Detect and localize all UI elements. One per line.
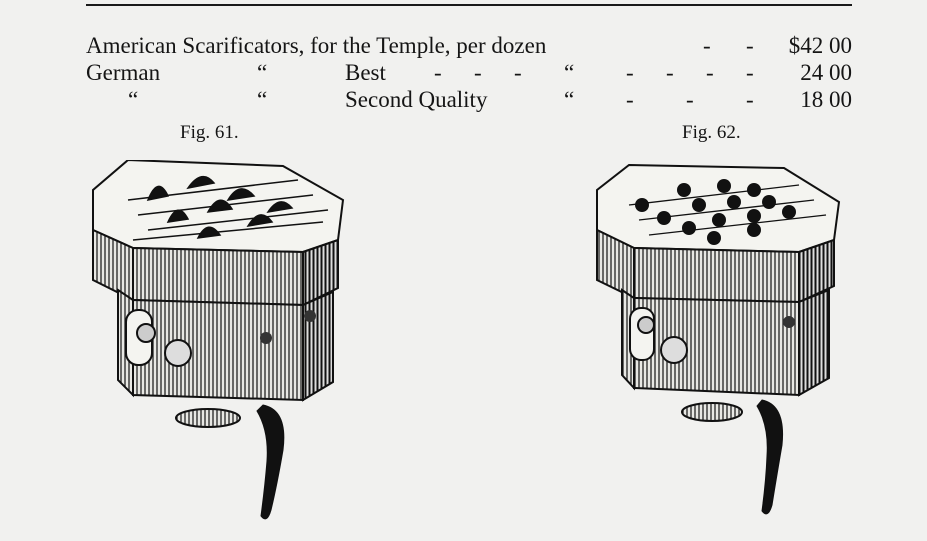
- scarificator-studs-illustration: [594, 160, 844, 530]
- ditto-mark: “: [257, 87, 268, 112]
- price-row-german-second: [86, 86, 852, 113]
- item-name: German: [86, 60, 161, 85]
- ditto-mark: “: [564, 60, 575, 85]
- leader-dash: -: [514, 60, 522, 85]
- leader-dash: -: [686, 87, 694, 112]
- leader-dash: -: [703, 33, 711, 58]
- ditto-mark: “: [128, 87, 139, 112]
- item-grade: Second Quality: [345, 87, 488, 112]
- ditto-mark: “: [257, 60, 268, 85]
- item-price: 18 00: [800, 87, 852, 112]
- price-row-american: [86, 32, 852, 59]
- leader-dash: -: [626, 60, 634, 85]
- leader-dash: -: [746, 87, 754, 112]
- leader-dash: -: [626, 87, 634, 112]
- item-price: 24 00: [800, 60, 852, 85]
- leader-dash: -: [746, 60, 754, 85]
- figure-62-caption: Fig. 62.: [682, 122, 741, 143]
- item-grade: Best: [345, 60, 386, 85]
- top-rule: [86, 4, 852, 6]
- price-row-german-best: [86, 59, 852, 86]
- item-price: $42 00: [788, 33, 852, 58]
- price-list: [86, 32, 852, 113]
- leader-dash: -: [474, 60, 482, 85]
- leader-dash: -: [746, 33, 754, 58]
- leader-dash: -: [706, 60, 714, 85]
- leader-dash: -: [434, 60, 442, 85]
- leader-dash: -: [666, 60, 674, 85]
- item-name: American Scarificators, for the Temple, per dozen: [86, 33, 547, 58]
- scarificator-blades-illustration: [88, 160, 350, 530]
- ditto-mark: “: [564, 87, 575, 112]
- figure-61-caption: Fig. 61.: [180, 122, 239, 143]
